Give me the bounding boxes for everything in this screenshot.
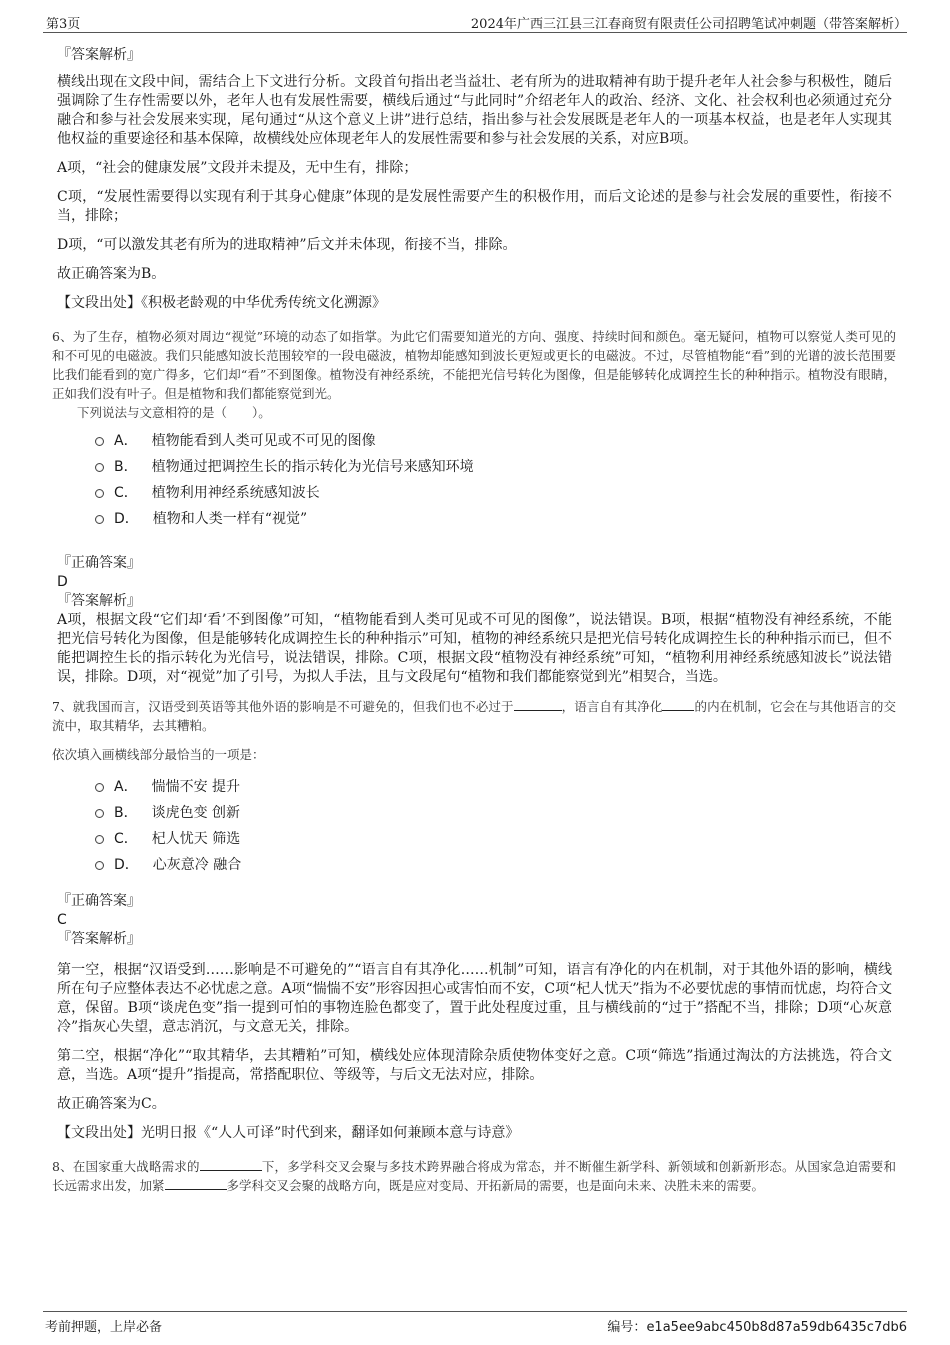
q8-stem bbox=[52, 1157, 896, 1195]
q6-analysis-label: 『答案解析』 bbox=[57, 593, 141, 609]
q5-analysis-paragraph: C项，“发展性需要得以实现有利于其身心健康”体现的是发展性需要产生的积极作用，而后文论述的是参与社会发展的重要性，衔接不当，排除； bbox=[57, 189, 892, 224]
q6-option-b[interactable] bbox=[95, 454, 892, 480]
q7-source: 【文段出处】光明日报《“人人可译”时代到来，翻译如何兼顾本意与诗意》 bbox=[57, 1125, 520, 1141]
option-letter: C． bbox=[114, 485, 138, 501]
q7-correct-answer: C bbox=[57, 912, 67, 928]
q6-option-a[interactable] bbox=[95, 428, 892, 454]
q5-analysis-paragraph: D项，“可以激发其老有所为的进取精神”后文并未体现，衔接不当，排除。 bbox=[57, 237, 517, 253]
fill-blank bbox=[514, 697, 562, 711]
fill-blank bbox=[165, 1176, 227, 1190]
q7-prompt: 依次填入画横线部分最恰当的一项是： bbox=[52, 747, 265, 762]
option-letter: B． bbox=[114, 459, 138, 475]
option-letter: C． bbox=[114, 831, 138, 847]
radio-icon[interactable] bbox=[95, 489, 104, 498]
option-text: 杞人忧天 筛选 bbox=[151, 831, 241, 847]
option-text: 植物和人类一样有“视觉” bbox=[152, 511, 308, 527]
q7-analysis-paragraph: 第二空，根据“净化”“取其精华，去其糟粕”可知，横线处应体现清除杂质使物体变好之意。C项“筛选”指通过淘汰的方法挑选，符合文意，当选。A项“提升”指提高，常搭配职位、等级等，与后文无法对应，排除。 bbox=[57, 1048, 892, 1083]
option-letter: A． bbox=[114, 779, 138, 795]
page-content bbox=[52, 40, 896, 1195]
q7-option-d[interactable] bbox=[95, 852, 892, 878]
q8-stem-part: 8、在国家重大战略需求的 bbox=[52, 1159, 200, 1174]
radio-icon[interactable] bbox=[95, 835, 104, 844]
q7-options bbox=[95, 774, 892, 878]
q7-stem bbox=[52, 697, 896, 735]
q6-option-c[interactable] bbox=[95, 480, 892, 506]
q7-analysis-paragraph: 第一空，根据“汉语受到……影响是不可避免的”“语言自有其净化……机制”可知，语言有净化的内在机制，对于其他外语的影响，横线所在句子应整体表达不必忧虑之意。A项“惴惴不安”形容因担心或害怕而不安，C项“杞人忧天”指为不必要忧虑的事情而忧虑，均符合文意，保留。B项“谈虎色变”指一提到可怕的事物连脸色都变了，置于此处程度过重，且与横线前的“过于”搭配不当，排除；D项“心灰意冷”指灰心失望，意志消沉，与文意无关，排除。 bbox=[57, 962, 892, 1035]
page-header bbox=[43, 10, 907, 33]
option-letter: B． bbox=[114, 805, 138, 821]
q5-analysis-paragraph: A项，“社会的健康发展”文段并未提及，无中生有，排除； bbox=[57, 160, 418, 176]
fill-blank bbox=[662, 697, 694, 711]
option-text: 惴惴不安 提升 bbox=[151, 779, 241, 795]
radio-icon[interactable] bbox=[95, 809, 104, 818]
document-title: 2024年广西三江县三江春商贸有限责任公司招聘笔试冲刺题（带答案解析） bbox=[470, 17, 907, 32]
q6-option-d[interactable] bbox=[95, 506, 892, 532]
q5-source: 【文段出处】《积极老龄观的中华优秀传统文化溯源》 bbox=[57, 295, 386, 311]
page-number: 第3页 bbox=[46, 17, 81, 32]
radio-icon[interactable] bbox=[95, 463, 104, 472]
radio-icon[interactable] bbox=[95, 437, 104, 446]
code-label: 编号： bbox=[607, 1320, 647, 1335]
fill-blank bbox=[200, 1157, 262, 1171]
code-value: e1a5ee9abc450b8d87a59db6435c7db6 bbox=[646, 1320, 907, 1335]
footer-slogan: 考前押题，上岸必备 bbox=[45, 1320, 163, 1335]
option-text: 心灰意冷 融合 bbox=[152, 857, 242, 873]
q5-analysis-label: 『答案解析』 bbox=[57, 47, 141, 63]
option-text: 植物利用神经系统感知波长 bbox=[151, 485, 320, 501]
document-code bbox=[607, 1316, 907, 1335]
q5-conclusion: 故正确答案为B。 bbox=[57, 266, 166, 282]
q7-analysis-label: 『答案解析』 bbox=[57, 931, 141, 947]
q8-stem-part: 下，多学科交叉会聚与多技术跨界融合将成为常态，并不断催生新学科、新领域和创新新形态。从国家急迫需要和长远需求出发，加紧 bbox=[52, 1159, 896, 1193]
radio-icon[interactable] bbox=[95, 861, 104, 870]
page-footer bbox=[43, 1311, 907, 1336]
q7-option-c[interactable] bbox=[95, 826, 892, 852]
option-letter: D． bbox=[114, 511, 139, 527]
q6-analysis: A项，根据文段“它们却‘看’不到图像”可知，“植物能看到人类可见或不可见的图像”，说法错误。B项，根据“植物没有神经系统，不能把光信号转化为图像，但是能够转化成调控生长的种种指示”可知，植物的神经系统只是把光信号转化成调控生长的种种指示而已，但不能把调控生长的指示转化为光信号，说法错误，排除。C项，根据文段“植物没有神经系统”可知，“植物利用神经系统感知波长”说法错误，排除。D项，对“视觉”加了引号，为拟人手法，且与文段尾句“植物和我们都能察觉到光”相契合，当选。 bbox=[57, 612, 892, 685]
q8-stem-part: 多学科交叉会聚的战略方向，既是应对变局、开拓新局的需要，也是面向未来、决胜未来的需要。 bbox=[226, 1178, 765, 1193]
option-letter: D． bbox=[114, 857, 139, 873]
q6-correct-label: 『正确答案』 bbox=[57, 555, 141, 571]
radio-icon[interactable] bbox=[95, 783, 104, 792]
q6-options bbox=[95, 428, 892, 532]
q6-stem: 6、为了生存，植物必须对周边“视觉”环境的动态了如指掌。为此它们需要知道光的方向、强度、持续时间和颜色。毫无疑问，植物可以察觉人类可见的和不可见的电磁波。我们只能感知波长范围较窄的一段电磁波，植物却能感知到波长更短或更长的电磁波。不过，尽管植物能“看”到的光谱的波长范围要比我们能看到的宽广得多，它们却“看”不到图像。植物没有神经系统，不能把光信号转化为图像，但是能够转化成调控生长的种种指示。植物没有眼睛，正如我们没有叶子。但是植物和我们都能察觉到光。 bbox=[52, 329, 896, 401]
option-text: 谈虎色变 创新 bbox=[151, 805, 241, 821]
q6-correct-answer: D bbox=[57, 574, 68, 590]
option-text: 植物能看到人类可见或不可见的图像 bbox=[151, 433, 376, 449]
q5-analysis-paragraph: 横线出现在文段中间，需结合上下文进行分析。文段首句指出老当益壮、老有所为的进取精神有助于提升老年人社会参与积极性，随后强调除了生存性需要以外，老年人也有发展性需要，横线后通过“与此同时”介绍老年人的政治、经济、文化、社会权利也必须通过充分融合和参与社会发展来实现，尾句通过“从这个意义上讲”进行总结，指出参与社会发展既是老年人的一项基本权益，也是老年人实现其他权益的重要途径和基本保障，故横线处应体现老年人的发展性需要和参与社会发展的关系，对应B项。 bbox=[57, 74, 892, 147]
q7-stem-part: 的内在机制，它会在与其他语言的交流中，取其精华，去其糟粕。 bbox=[52, 699, 896, 733]
radio-icon[interactable] bbox=[95, 515, 104, 524]
q6-prompt: 下列说法与文意相符的是（ ）。 bbox=[77, 405, 271, 420]
q7-stem-part: 7、就我国而言，汉语受到英语等其他外语的影响是不可避免的，但我们也不必过于 bbox=[52, 699, 514, 714]
q7-stem-part: ，语言自有其净化 bbox=[561, 699, 663, 714]
option-text: 植物通过把调控生长的指示转化为光信号来感知环境 bbox=[151, 459, 474, 475]
q7-conclusion: 故正确答案为C。 bbox=[57, 1096, 166, 1112]
q7-option-a[interactable] bbox=[95, 774, 892, 800]
q7-option-b[interactable] bbox=[95, 800, 892, 826]
option-letter: A． bbox=[114, 433, 138, 449]
q7-correct-label: 『正确答案』 bbox=[57, 893, 141, 909]
